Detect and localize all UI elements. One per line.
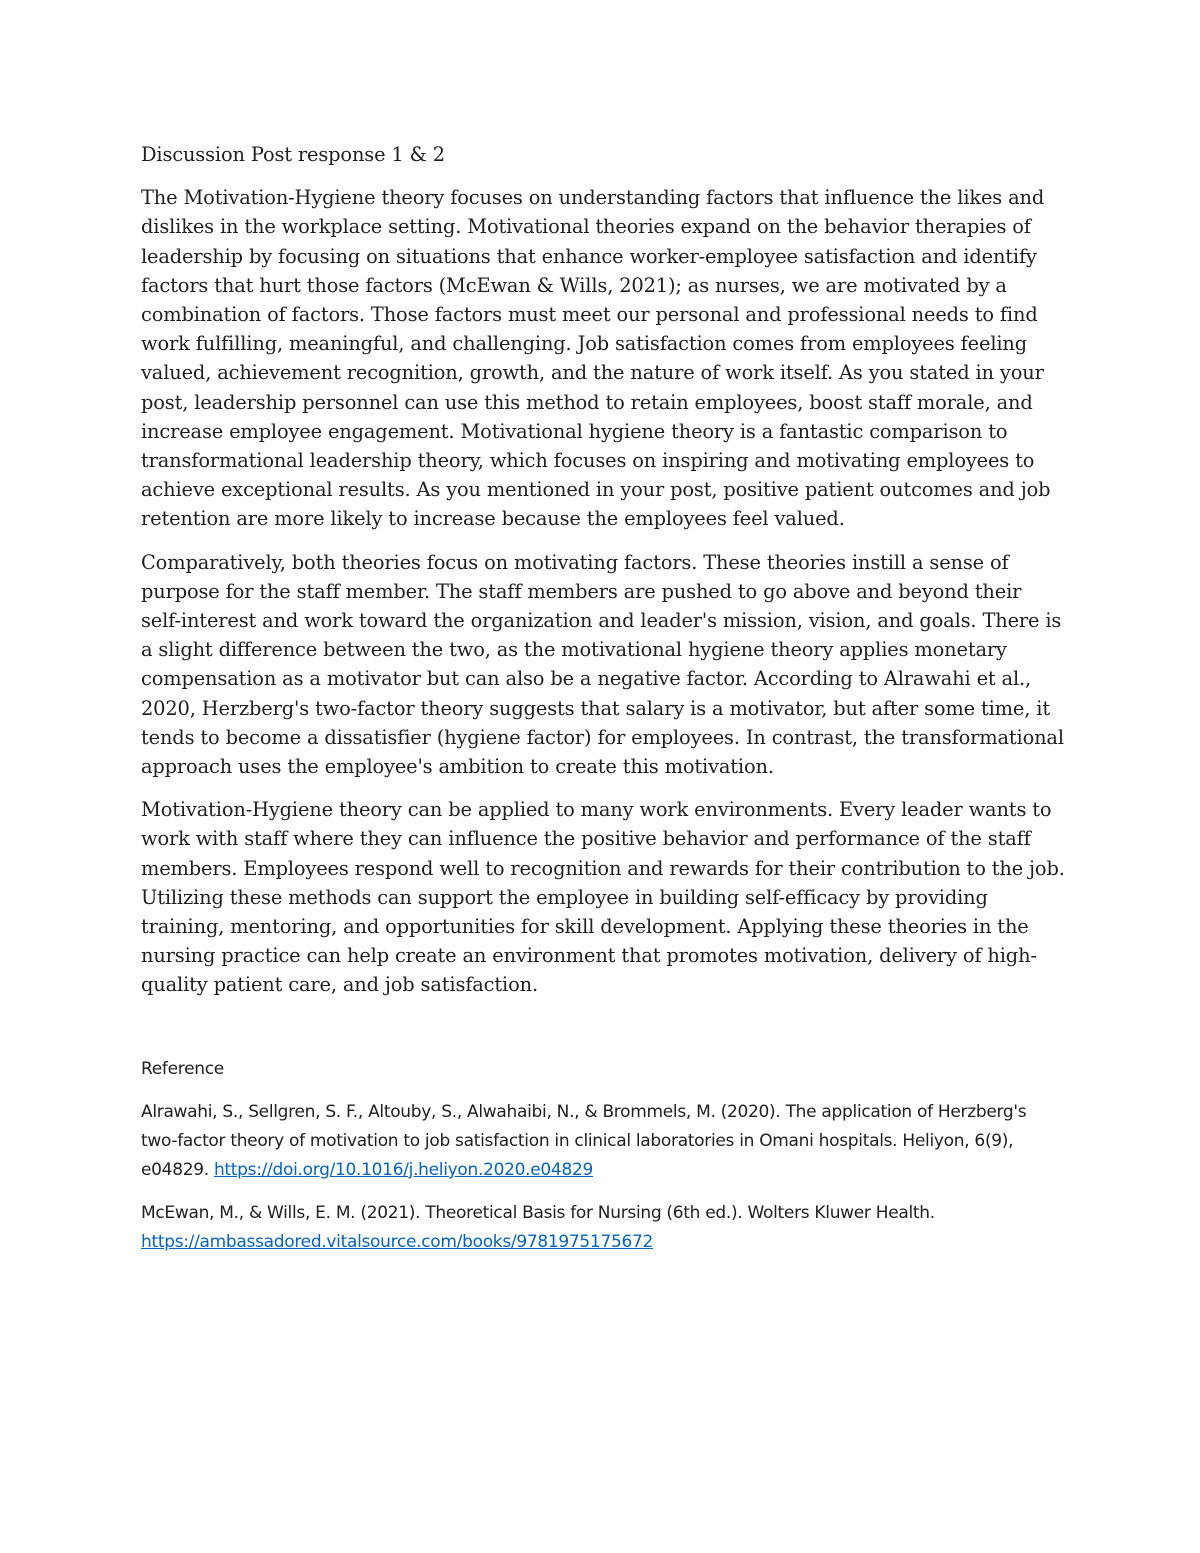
reference-entry-mcewan — [141, 1199, 1066, 1257]
paragraph-application: Motivation-Hygiene theory can be applied to many work environments. Every leader wants to work with staff where they can influence the positive behavior and performance of the staff members. Employees respond well to recognition and rewards for their contribution to the job. Utilizing these methods can support the employee in building self-efficacy by providing training, mentoring, and opportunities for skill development. Applying these theories in the nursing practice can help create an environment that promotes motivation, delivery of high-quality patient care, and job satisfaction. — [141, 798, 1065, 997]
reference-vitalsource-link[interactable]: https://ambassadored.vitalsource.com/books/9781975175672 — [141, 1231, 654, 1252]
reference-citation-text: McEwan, M., & Wills, E. M. (2021). Theoretical Basis for Nursing (6th ed.). Wolters Kluwer Health. — [141, 1202, 935, 1223]
paragraph-comparison: Comparatively, both theories focus on motivating factors. These theories instill a sense of purpose for the staff member. The staff members are pushed to go above and beyond their self-interest and work toward the organization and leader's mission, vision, and goals. There is a slight difference between the two, as the motivational hygiene theory applies monetary compensation as a motivator but can also be a negative factor. According to Alrawahi et al., 2020, Herzberg's two-factor theory suggests that salary is a motivator, but after some time, it tends to become a dissatisfier (hygiene factor) for employees. In contrast, the transformational approach uses the employee's ambition to create this motivation. — [141, 550, 1064, 779]
paragraph-motivation-hygiene: The Motivation-Hygiene theory focuses on understanding factors that influence the likes and dislikes in the workplace setting. Motivational theories expand on the behavior therapies of leadership by focusing on situations that enhance worker-employee satisfaction and identify factors that hurt those factors (McEwan & Wills, 2021); as nurses, we are motivated by a combination of factors. Those factors must meet our personal and professional needs to find work fulfilling, meaningful, and challenging. Job satisfaction comes from employees feeling valued, achievement recognition, growth, and the nature of work itself. As you stated in your post, leadership personnel can use this method to retain employees, boost staff morale, and increase employee engagement. Motivational hygiene theory is a fantastic comparison to transformational leadership theory, which focuses on inspiring and motivating employees to achieve exceptional results. As you mentioned in your post, positive patient outcomes and job retention are more likely to increase because the employees feel valued. — [141, 186, 1051, 531]
reference-entry-alrawahi — [141, 1098, 1066, 1185]
document-title: Discussion Post response 1 & 2 — [141, 143, 445, 166]
document-page — [141, 140, 1066, 1271]
reference-heading: Reference — [141, 1058, 224, 1079]
reference-citation-text: Alrawahi, S., Sellgren, S. F., Altouby, S., Alwahaibi, N., & Brommels, M. (2020). The application of Herzberg's two-factor theory of motivation to job satisfaction in clinical laboratories in Omani hospitals. Heliyon, 6(9), e04829. — [141, 1101, 1027, 1180]
reference-doi-link[interactable]: https://doi.org/10.1016/j.heliyon.2020.e04829 — [213, 1159, 593, 1180]
